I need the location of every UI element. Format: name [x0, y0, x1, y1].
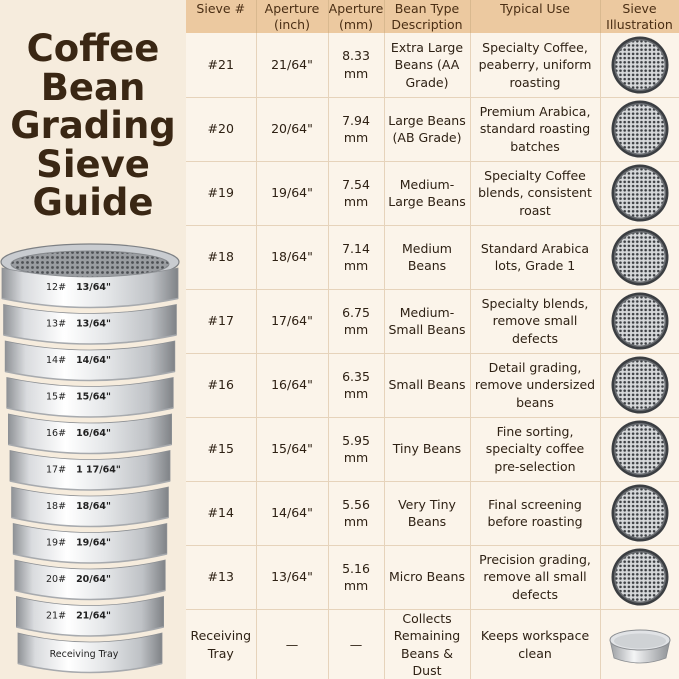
cell-aperture-mm: 6.75 mm [328, 289, 384, 353]
cell-illustration [600, 417, 679, 481]
cell-aperture-mm: 5.95 mm [328, 417, 384, 481]
cell-aperture-inch: 21/64" [256, 33, 328, 97]
table-row [186, 289, 679, 353]
sieve-guide-table [186, 0, 679, 679]
cell-bean-type: Very Tiny Beans [384, 481, 470, 545]
cell-bean-type: Collects Remaining Beans & Dust [384, 609, 470, 679]
page-title [0, 27, 186, 224]
header-aperture-mm: Aperture (mm) [328, 1, 384, 32]
cell-illustration [600, 545, 679, 609]
sieve-mesh-icon [610, 99, 670, 159]
sieve-ring-number: 18# [46, 501, 67, 512]
sieve-ring-number: 19# [46, 537, 67, 549]
sieve-ring-size: 18/64" [76, 501, 111, 512]
sieve-ring-label [46, 465, 121, 476]
cell-aperture-inch: — [256, 609, 328, 679]
cell-bean-type: Small Beans [384, 353, 470, 417]
cell-sieve: Receiving Tray [186, 609, 256, 679]
cell-sieve: #21 [186, 33, 256, 97]
sieve-ring-label [46, 355, 111, 366]
sieve-ring-label [46, 282, 111, 293]
sieve-ring-size: 16/64" [76, 428, 111, 439]
cell-aperture-mm: 8.33 mm [328, 33, 384, 97]
cell-sieve: #19 [186, 161, 256, 225]
header-illustration: Sieve Illustration [600, 0, 679, 33]
cell-bean-type: Medium-Small Beans [384, 289, 470, 353]
cell-typical-use: Precision grading, remove all small defects [470, 545, 600, 609]
sieve-ring-number: 13# [46, 318, 67, 330]
cell-illustration [600, 353, 679, 417]
sieve-ring-size: 21/64" [76, 610, 111, 622]
cell-illustration [600, 225, 679, 289]
cell-bean-type: Medium-Large Beans [384, 161, 470, 225]
cell-bean-type: Extra Large Beans (AA Grade) [384, 33, 470, 97]
cell-illustration [600, 481, 679, 545]
sieve-ring-number: 12# [46, 282, 67, 293]
sieve-mesh-icon [610, 419, 670, 479]
sieve-mesh-icon [610, 163, 670, 223]
table-row [186, 33, 679, 97]
header-bean-type: Bean Type Description [384, 0, 470, 33]
cell-aperture-mm: 7.14 mm [328, 225, 384, 289]
cell-aperture-mm: 7.54 mm [328, 161, 384, 225]
sieve-ring-size: 19/64" [76, 537, 111, 549]
sieve-ring-label [46, 574, 111, 585]
cell-sieve: #14 [186, 481, 256, 545]
cell-bean-type: Medium Beans [384, 225, 470, 289]
cell-illustration [600, 97, 679, 161]
sieve-ring-number: 20# [46, 574, 67, 585]
cell-illustration [600, 609, 679, 679]
cell-aperture-inch: 13/64" [256, 545, 328, 609]
header-sieve: Sieve # [186, 0, 256, 33]
cell-typical-use: Detail grading, remove undersized beans [470, 353, 600, 417]
cell-aperture-mm: 5.16 mm [328, 545, 384, 609]
sieve-ring-size: 15/64" [76, 391, 111, 403]
sieve-ring-label [46, 392, 111, 403]
cell-bean-type: Tiny Beans [384, 417, 470, 481]
cell-aperture-inch: 15/64" [256, 417, 328, 481]
cell-aperture-mm: 6.35 mm [328, 353, 384, 417]
receiving-tray-icon [604, 620, 676, 670]
sieve-ring-size: 14/64" [76, 355, 111, 366]
sieve-ring-number: 15# [46, 391, 67, 403]
cell-sieve: #13 [186, 545, 256, 609]
sieve-ring-size: 1 17/64" [76, 464, 121, 476]
cell-illustration [600, 161, 679, 225]
sieve-ring-number: 14# [46, 355, 67, 366]
cell-sieve: #17 [186, 289, 256, 353]
sieve-ring-size: 13/64" [76, 318, 111, 330]
sieve-mesh-icon [610, 35, 670, 95]
table-row [186, 161, 679, 225]
sieve-ring-label [46, 538, 111, 549]
table-row [186, 417, 679, 481]
cell-typical-use: Premium Arabica, standard roasting batches [470, 97, 600, 161]
cell-aperture-mm: — [328, 609, 384, 679]
cell-typical-use: Final screening before roasting [470, 481, 600, 545]
table-row [186, 545, 679, 609]
sieve-ring-number: 16# [46, 428, 67, 439]
cell-aperture-inch: 20/64" [256, 97, 328, 161]
sieve-stack-illustration [0, 240, 186, 679]
sieve-mesh-icon [610, 291, 670, 351]
table-row [186, 481, 679, 545]
cell-aperture-mm: 5.56 mm [328, 481, 384, 545]
header-typical-use: Typical Use [470, 0, 600, 33]
cell-illustration [600, 289, 679, 353]
cell-aperture-inch: 19/64" [256, 161, 328, 225]
cell-aperture-inch: 14/64" [256, 481, 328, 545]
table-row [186, 609, 679, 679]
sieve-ring-label [46, 319, 111, 330]
cell-aperture-inch: 17/64" [256, 289, 328, 353]
receiving-tray-label: Receiving Tray [49, 649, 119, 660]
cell-bean-type: Large Beans (AB Grade) [384, 97, 470, 161]
table-row [186, 97, 679, 161]
sieve-ring-size: 13/64" [76, 282, 111, 293]
title-line: Coffee [26, 27, 160, 70]
cell-sieve: #18 [186, 225, 256, 289]
cell-typical-use: Keeps workspace clean [470, 609, 600, 679]
table-row [186, 353, 679, 417]
sieve-ring-label [46, 611, 111, 622]
cell-typical-use: Specialty blends, remove small defects [470, 289, 600, 353]
table-header-row [186, 0, 679, 33]
sieve-ring-number: 21# [46, 610, 67, 622]
cell-sieve: #15 [186, 417, 256, 481]
title-line: Sieve [36, 142, 150, 186]
left-panel [0, 0, 186, 679]
cell-aperture-inch: 18/64" [256, 225, 328, 289]
sieve-mesh-icon [610, 227, 670, 287]
sieve-ring-size: 20/64" [76, 574, 111, 585]
table-row [186, 225, 679, 289]
sieve-mesh-icon [610, 547, 670, 607]
cell-bean-type: Micro Beans [384, 545, 470, 609]
cell-illustration [600, 33, 679, 97]
title-line: Guide [32, 181, 154, 224]
cell-typical-use: Specialty Coffee, peaberry, uniform roasting [470, 33, 600, 97]
cell-aperture-mm: 7.94 mm [328, 97, 384, 161]
sieve-ring-label [46, 501, 111, 512]
sieve-mesh-icon [610, 355, 670, 415]
cell-sieve: #20 [186, 97, 256, 161]
title-line: Bean [40, 65, 146, 109]
header-aperture-inch: Aperture (inch) [256, 0, 328, 33]
cell-typical-use: Fine sorting, specialty coffee pre-selection [470, 417, 600, 481]
sieve-ring-number: 17# [46, 464, 67, 476]
sieve-mesh-icon [610, 483, 670, 543]
cell-typical-use: Standard Arabica lots, Grade 1 [470, 225, 600, 289]
title-line: Grading [10, 104, 176, 147]
cell-sieve: #16 [186, 353, 256, 417]
cell-typical-use: Specialty Coffee blends, consistent roast [470, 161, 600, 225]
sieve-ring-label [46, 428, 111, 439]
cell-aperture-inch: 16/64" [256, 353, 328, 417]
